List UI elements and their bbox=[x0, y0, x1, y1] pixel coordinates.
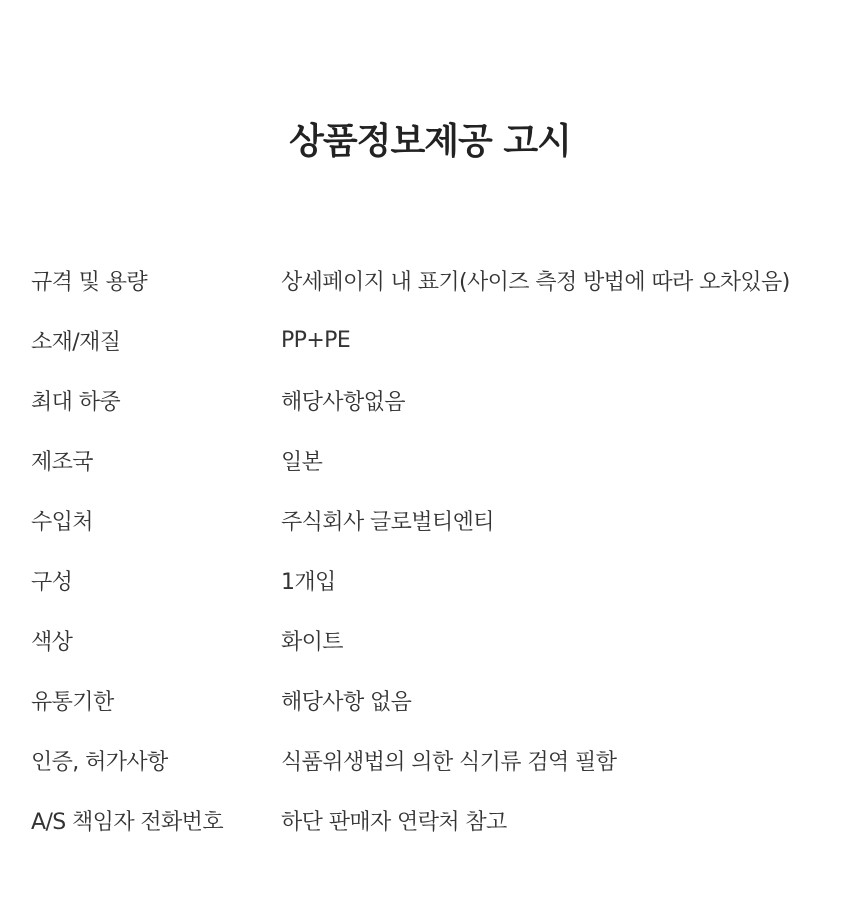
spec-label-size: 규격 및 용량 bbox=[31, 269, 148, 295]
spec-value-composition: 1개입 bbox=[281, 569, 336, 595]
spec-label-certification: 인증, 허가사항 bbox=[31, 749, 168, 775]
spec-value-material: PP+PE bbox=[281, 327, 351, 353]
spec-value-country: 일본 bbox=[281, 449, 323, 475]
spec-label-max-load: 최대 하중 bbox=[31, 389, 121, 415]
spec-value-size: 상세페이지 내 표기(사이즈 측정 방법에 따라 오차있음) bbox=[281, 269, 790, 295]
page-title: 상품정보제공 고시 bbox=[289, 121, 571, 162]
spec-value-max-load: 해당사항없음 bbox=[281, 389, 405, 415]
table-row bbox=[31, 250, 851, 310]
spec-label-composition: 구성 bbox=[31, 569, 73, 595]
spec-value-color: 화이트 bbox=[281, 629, 343, 655]
spec-label-expiry: 유통기한 bbox=[31, 689, 114, 715]
table-row bbox=[31, 730, 851, 790]
spec-value-certification: 식품위생법의 의한 식기류 검역 필함 bbox=[281, 749, 617, 775]
spec-label-country: 제조국 bbox=[31, 449, 93, 475]
table-row bbox=[31, 790, 851, 850]
spec-label-material: 소재/재질 bbox=[31, 329, 121, 355]
spec-label-as-phone: A/S 책임자 전화번호 bbox=[31, 809, 223, 835]
table-row bbox=[31, 430, 851, 490]
table-row bbox=[31, 310, 851, 370]
product-info-table bbox=[31, 250, 851, 850]
spec-label-importer: 수입처 bbox=[31, 509, 93, 535]
spec-label-color: 색상 bbox=[31, 629, 73, 655]
table-row bbox=[31, 490, 851, 550]
table-row bbox=[31, 550, 851, 610]
table-row bbox=[31, 670, 851, 730]
spec-value-importer: 주식회사 글로벌티엔티 bbox=[281, 509, 494, 535]
table-row bbox=[31, 610, 851, 670]
spec-value-expiry: 해당사항 없음 bbox=[281, 689, 412, 715]
table-row bbox=[31, 370, 851, 430]
spec-value-as-phone: 하단 판매자 연락처 참고 bbox=[281, 809, 507, 835]
